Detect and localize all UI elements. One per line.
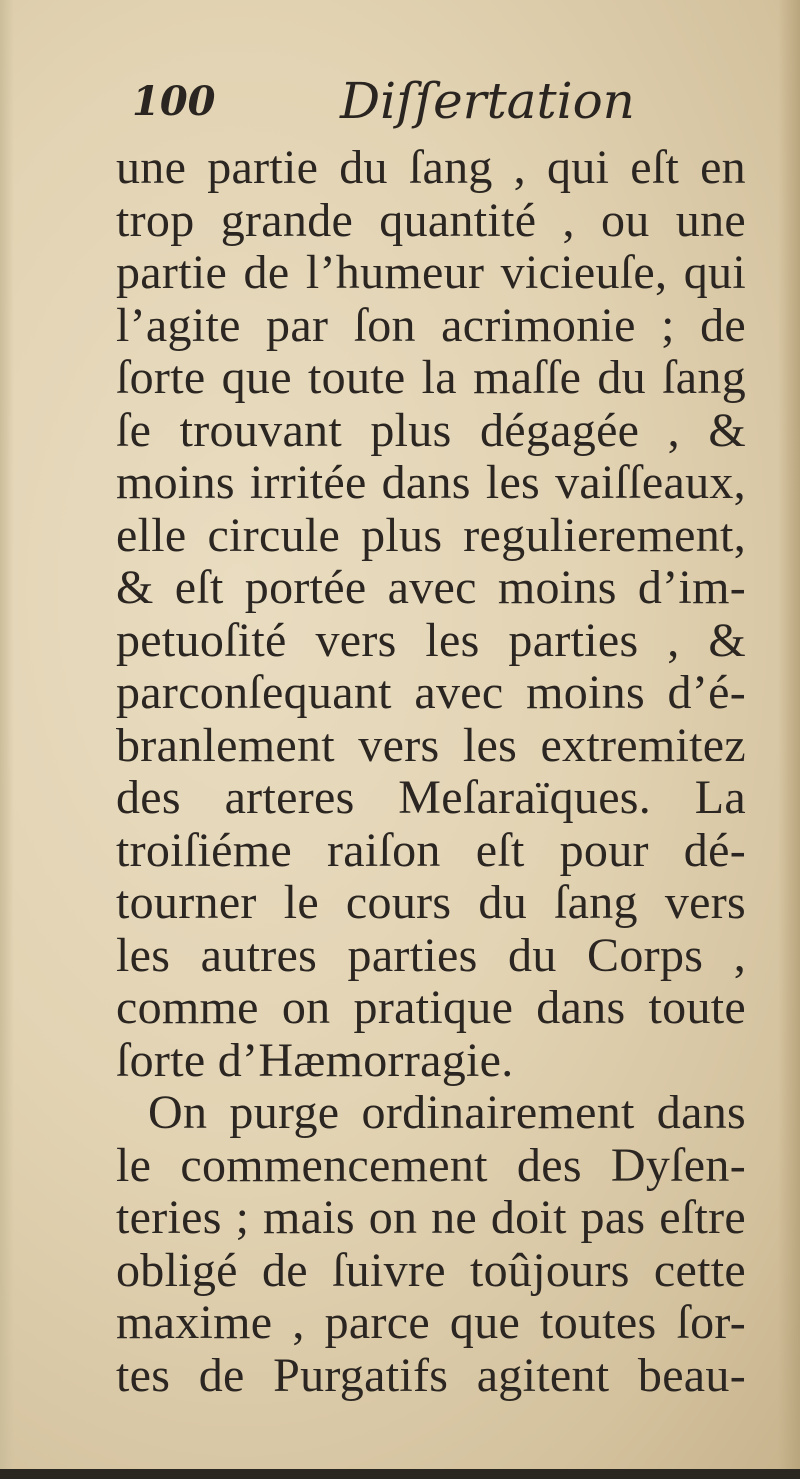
text-line: & eſt portée avec moins d’im- xyxy=(116,561,746,614)
text-line: ſe trouvant plus dégagée , & xyxy=(116,403,746,457)
text-line: l’agite par ſon acrimonie ; de xyxy=(116,298,746,352)
text-line: tourner le cours du ſang vers xyxy=(116,876,746,929)
text-line: moins irritée dans les vaiſſeaux, xyxy=(116,456,746,509)
text-line: une partie du ſang , qui eſt en xyxy=(116,141,746,194)
text-line: des arteres Meſaraïques. La xyxy=(116,771,746,824)
running-title: Diſſertation xyxy=(340,72,635,130)
paragraph-1 xyxy=(116,142,746,1087)
page-edge-bottom xyxy=(0,1469,800,1479)
text-line: branlement vers les extremitez xyxy=(116,718,746,772)
text-line: obligé de ſuivre toûjours cette xyxy=(116,1243,746,1297)
text-line: les autres parties du Corps , xyxy=(116,928,746,982)
body-text xyxy=(116,142,746,1402)
page-header xyxy=(120,72,720,132)
text-line: tes de Purgatifs agitent beau- xyxy=(116,1348,746,1402)
page-number: 100 xyxy=(132,78,216,125)
text-line: le commencement des Dyſen- xyxy=(116,1138,746,1192)
text-line: partie de l’humeur vicieuſe, qui xyxy=(116,246,746,299)
text-line: On purge ordinairement dans xyxy=(148,1086,746,1139)
page-edge-right xyxy=(778,0,800,1479)
text-line: elle circule plus regulierement, xyxy=(116,508,746,562)
text-line: teries ; mais on ne doit pas eſtre xyxy=(116,1191,746,1244)
paragraph-2 xyxy=(116,1087,746,1402)
text-line: ſorte que toute la maſſe du ſang xyxy=(116,351,746,404)
text-line: comme on pratique dans toute xyxy=(116,981,746,1034)
text-line: troiſiéme raiſon eſt pour dé- xyxy=(116,823,746,877)
text-line: trop grande quantité , ou une xyxy=(116,193,746,247)
text-line: petuoſité vers les parties , & xyxy=(116,613,746,667)
text-line: maxime , parce que toutes ſor- xyxy=(116,1296,746,1349)
text-line: ſorte d’Hæmorragie. xyxy=(116,1033,514,1087)
page-edge-left xyxy=(0,0,14,1479)
text-line: parconſequant avec moins d’é- xyxy=(116,666,746,719)
